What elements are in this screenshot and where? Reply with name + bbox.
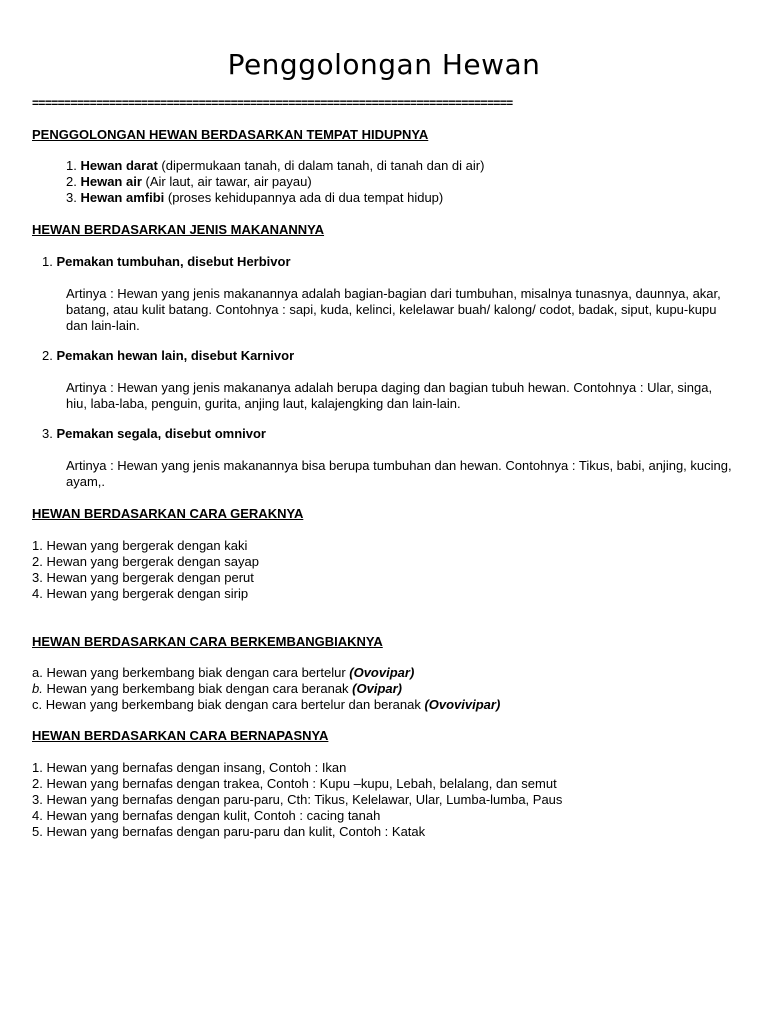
list-item: 1. Hewan yang bernafas dengan insang, Contoh : Ikan (32, 760, 347, 775)
separator-rule: =========================================================================== (32, 96, 513, 110)
document-page (32, 40, 736, 840)
list-item: b. Hewan yang berkembang biak dengan cara beranak (Ovipar) (32, 681, 403, 696)
list-item: 3. Hewan amfibi (proses kehidupannya ada di dua tempat hidup) (66, 190, 444, 205)
list-item: 3. Pemakan segala, disebut omnivor (42, 426, 266, 441)
list-item: 2. Hewan air (Air laut, air tawar, air payau) (66, 174, 312, 189)
list-item: c. Hewan yang berkembang biak dengan cara bertelur dan beranak (Ovovivipar) (32, 697, 501, 712)
list-item: 2. Hewan yang bergerak dengan sayap (32, 554, 259, 569)
section-heading-tempat: PENGGOLONGAN HEWAN BERDASARKAN TEMPAT HIDUPNYA (32, 127, 429, 142)
biak-list (32, 665, 736, 713)
section-heading-biak: HEWAN BERDASARKAN CARA BERKEMBANGBIAKNYA (32, 634, 383, 649)
list-item: 5. Hewan yang bernafas dengan paru-paru dan kulit, Contoh : Katak (32, 824, 426, 839)
list-item: 1. Hewan darat (dipermukaan tanah, di dalam tanah, di tanah dan di air) (66, 158, 485, 173)
list-item: 4. Hewan yang bergerak dengan sirip (32, 586, 249, 601)
list-item: 1. Pemakan tumbuhan, disebut Herbivor (42, 254, 291, 269)
description-text: Artinya : Hewan yang jenis makananya adalah berupa daging dan bagian tubuh hewan. Contohnya : Ular, singa, hiu, laba-laba, penguin, gurita, anjing laut, kalajengking dan lain-lain. (66, 380, 713, 411)
list-item: 4. Hewan yang bernafas dengan kulit, Contoh : cacing tanah (32, 808, 381, 823)
tempat-list (66, 158, 736, 206)
list-item: 2. Hewan yang bernafas dengan trakea, Contoh : Kupu –kupu, Lebah, belalang, dan semut (32, 776, 557, 791)
section-heading-makanan: HEWAN BERDASARKAN JENIS MAKANANNYA (32, 222, 325, 237)
list-item: a. Hewan yang berkembang biak dengan cara bertelur (Ovovipar) (32, 665, 415, 680)
description-text: Artinya : Hewan yang jenis makanannya adalah bagian-bagian dari tumbuhan, misalnya tunasnya, daunnya, akar, batang, atau kulit batang. Contohnya : sapi, kuda, kelinci, kelelawar buah/ kalong/ codot, badak, siput, kupu-kupu dan lain-lain. (66, 286, 721, 333)
list-item: 2. Pemakan hewan lain, disebut Karnivor (42, 348, 295, 363)
section-heading-gerak: HEWAN BERDASARKAN CARA GERAKNYA (32, 506, 304, 521)
section-heading-napas: HEWAN BERDASARKAN CARA BERNAPASNYA (32, 728, 329, 743)
gerak-list (32, 538, 736, 602)
list-item: 3. Hewan yang bernafas dengan paru-paru, Cth: Tikus, Kelelawar, Ular, Lumba-lumba, Paus (32, 792, 563, 807)
list-item: 3. Hewan yang bergerak dengan perut (32, 570, 254, 585)
description-text: Artinya : Hewan yang jenis makanannya bisa berupa tumbuhan dan hewan. Contohnya : Tikus, babi, anjing, kucing, ayam,. (66, 458, 732, 489)
napas-list (32, 760, 736, 840)
list-item: 1. Hewan yang bergerak dengan kaki (32, 538, 248, 553)
page-title: Penggolongan Hewan (227, 48, 541, 81)
